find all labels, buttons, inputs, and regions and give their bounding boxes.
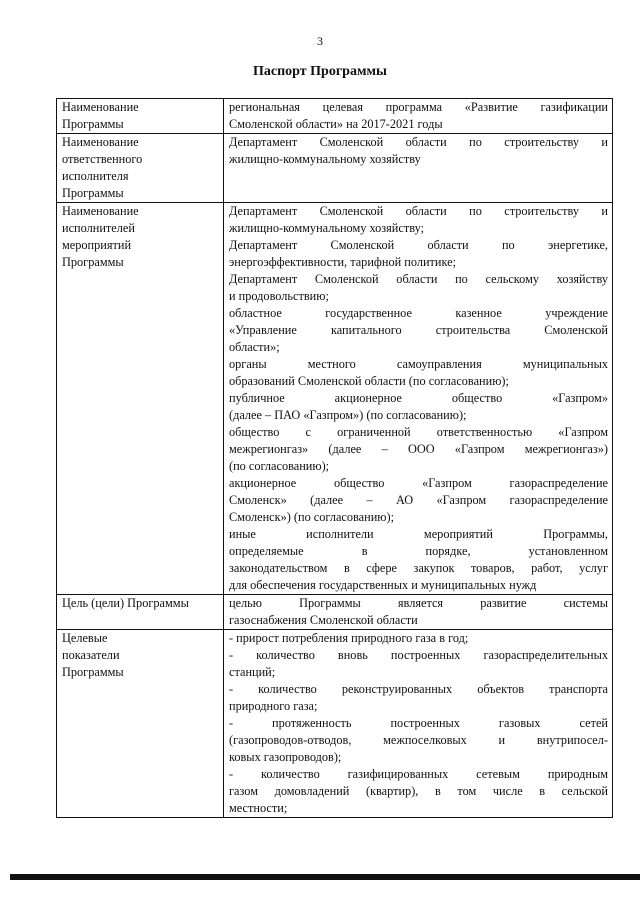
row-value [224,99,613,134]
value-line: местности; [229,801,288,815]
row-value [224,134,613,203]
label-line: ответственного [62,152,143,166]
value-line: и продовольствию; [229,289,329,303]
row-label [57,99,224,134]
label-line: Программы [62,255,124,269]
document-title: Паспорт Программы [253,64,387,79]
label-line: показатели [62,648,120,662]
value-line: публичное акционерное общество «Газпром» [229,391,608,405]
value-line: - прирост потребления природного газа в год; [229,631,469,645]
value-line: (газопроводов-отводов, межпоселковых и внутрипосел- [229,733,608,747]
value-line: энергоэффективности, тарифной политике; [229,255,457,269]
value-line: Смоленск» (далее – АО «Газпром газораспределение [229,493,608,507]
label-line: Наименование [62,100,139,114]
passport-row [57,630,613,818]
label-line: Цель (цели) Программы [62,596,189,610]
value-line: Департамент Смоленской области по строительству и [229,204,608,218]
passport-row [57,203,613,595]
passport-row [57,595,613,630]
value-line: газоснабжения Смоленской области [229,613,418,627]
value-line: определяемые в порядке, установленном [229,544,608,558]
value-line: акционерное общество «Газпром газораспределение [229,476,608,490]
label-line: Программы [62,117,124,131]
value-line: станций; [229,665,276,679]
value-line: газом домовладений (квартир), в том числе в сельской [229,784,608,798]
row-label [57,630,224,818]
value-line: «Управление капитального строительства Смоленской [229,323,608,337]
value-line: (по согласованию); [229,459,330,473]
label-line: Целевые [62,631,108,645]
value-line: для обеспечения государственных и муниципальных нужд [229,578,537,592]
value-line: природного газа; [229,699,318,713]
value-line: органы местного самоуправления муниципальных [229,357,608,371]
label-line: Программы [62,186,124,200]
value-line: целью Программы является развитие системы [229,596,608,610]
value-line: ковых газопроводов); [229,750,342,764]
value-line: Департамент Смоленской области по строительству и [229,135,608,149]
label-line: исполнителя [62,169,129,183]
label-line: исполнителей [62,221,135,235]
program-passport-table [56,98,613,818]
passport-row [57,99,613,134]
value-line: жилищно-коммунальному хозяйству; [229,221,424,235]
value-line: иные исполнители мероприятий Программы, [229,527,608,541]
value-line: областное государственное казенное учреждение [229,306,608,320]
row-label [57,203,224,595]
label-line: Наименование [62,204,139,218]
row-value [224,203,613,595]
value-line: законодательством в сфере закупок товаров, работ, услуг [229,561,608,575]
value-line: межрегионгаз» (далее – ООО «Газпром межрегионгаз») [229,442,608,456]
value-line: жилищно-коммунальному хозяйству [229,152,421,166]
row-value [224,630,613,818]
value-line: Департамент Смоленской области по энергетике, [229,238,608,252]
row-label [57,134,224,203]
value-line: Смоленск») (по согласованию); [229,510,394,524]
label-line: Наименование [62,135,139,149]
value-line: - количество реконструированных объектов транспорта [229,682,608,696]
row-value [224,595,613,630]
value-line: Департамент Смоленской области по сельскому хозяйству [229,272,608,286]
value-line: области»; [229,340,280,354]
value-line: (далее – ПАО «Газпром») (по согласованию); [229,408,467,422]
value-line: - количество вновь построенных газораспределительных [229,648,608,662]
bottom-rule [10,874,640,880]
label-line: Программы [62,665,124,679]
value-line: региональная целевая программа «Развитие газификации [229,100,608,114]
label-line: мероприятий [62,238,132,252]
value-line: Смоленской области» на 2017-2021 годы [229,117,443,131]
value-line: образований Смоленской области (по согласованию); [229,374,509,388]
row-label [57,595,224,630]
value-line: - количество газифицированных сетевым природным [229,767,608,781]
value-line: - протяженность построенных газовых сетей [229,716,608,730]
value-line: общество с ограниченной ответственностью «Газпром [229,425,608,439]
page-number: 3 [317,34,323,48]
passport-row [57,134,613,203]
